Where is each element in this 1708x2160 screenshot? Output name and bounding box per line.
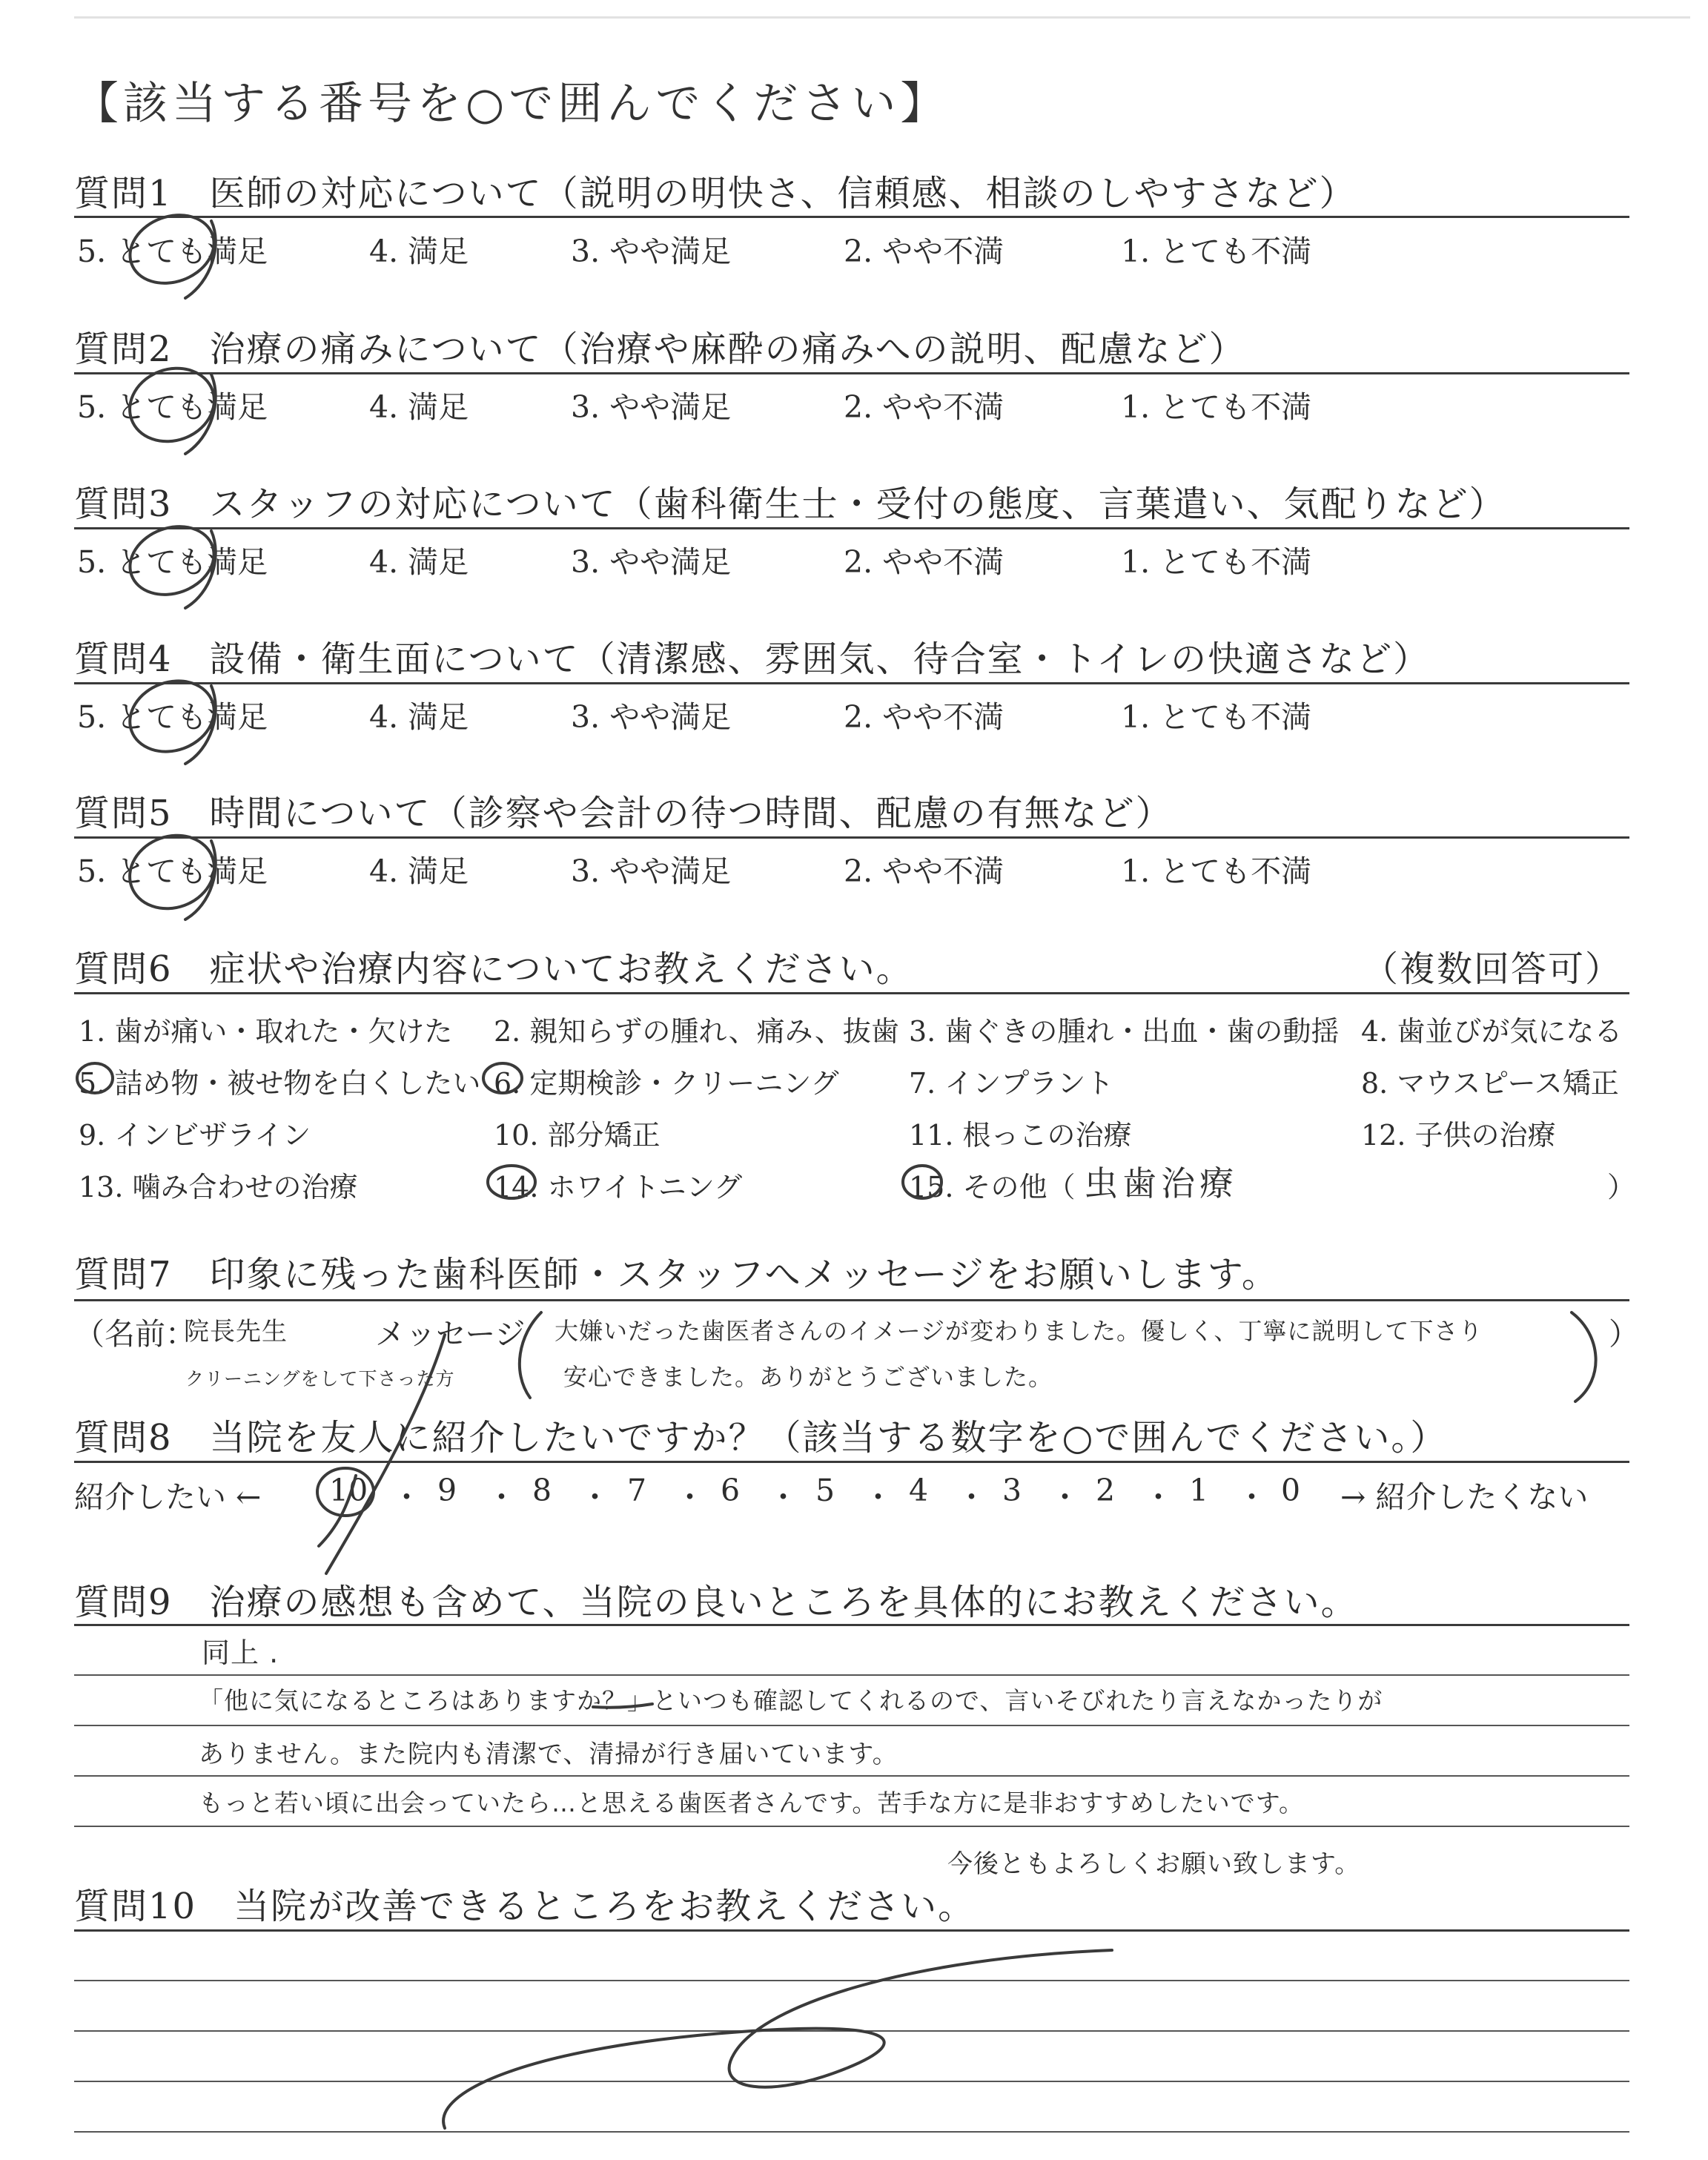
option-4[interactable]: 4. 満足 [369,853,469,889]
scale-dot: ・ [675,1479,705,1515]
symptom-option[interactable]: 10. 部分矯正 [494,1119,661,1152]
option-5[interactable]: 5. とても満足 [77,853,268,889]
option-5[interactable]: 5. とても満足 [77,234,268,269]
scale-dot: ・ [486,1479,517,1515]
other-handwritten-text[interactable]: 虫歯治療 [1084,1163,1238,1203]
option-3[interactable]: 3. やや満足 [571,544,732,580]
selection-tail [319,1476,356,1546]
scale-10[interactable]: 10 [329,1473,368,1508]
multi-answer-note: （複数回答可） [1363,948,1623,990]
option-1[interactable]: 1. とても不満 [1121,853,1312,889]
option-3[interactable]: 3. やや満足 [571,389,732,425]
scale-3[interactable]: 3 [1002,1473,1022,1508]
symptom-option[interactable]: 5. 詰め物・被せ物を白くしたい [79,1067,481,1100]
option-1[interactable]: 1. とても不満 [1121,544,1312,580]
name-handwritten-sub[interactable]: クリーニングをして下さった方 [185,1368,455,1390]
option-1[interactable]: 1. とても不満 [1121,389,1312,425]
answer-handwritten-line[interactable]: 同上 . [202,1636,279,1669]
option-3[interactable]: 3. やや満足 [571,853,732,889]
option-2[interactable]: 2. やや不満 [844,699,1004,735]
selection-circle [120,515,223,606]
question-title: 質問8 当院を友人に紹介したいですか？（該当する数字を○で囲んでください。） [74,1417,1448,1459]
answer-handwritten-line[interactable]: 「他に気になるところはありますか？」といつも確認してくれるので、言いそびれたり言えなかったりが [199,1686,1383,1715]
question-title: 質問7 印象に残った歯科医師・スタッフへメッセージをお願いします。 [74,1254,1279,1295]
scale-dot: ・ [1143,1479,1174,1515]
scale-5[interactable]: 5 [815,1473,835,1508]
question-title: 質問10 当院が改善できるところをお教えください。 [74,1886,976,1927]
message-handwritten-line-1[interactable]: 大嫌いだった歯医者さんのイメージが変わりました。優しく、丁寧に説明して下さり [555,1317,1483,1345]
message-close-bracket [1572,1312,1596,1401]
symptom-option[interactable]: 3. 歯ぐきの腫れ・出血・歯の動揺 [909,1015,1340,1048]
name-label: （名前： [74,1316,196,1352]
quote-underline [593,1704,652,1708]
option-2[interactable]: 2. やや不満 [844,234,1004,269]
name-handwritten[interactable]: 院長先生 [184,1317,288,1347]
question-title: 質問9 治療の感想も含めて、当院の良いところを具体的にお教えください。 [74,1582,1358,1623]
answer-handwritten-line[interactable]: もっと若い頃に出会っていたら…と思える歯医者さんです。苦手な方に是非おすすめしたいです。 [199,1789,1305,1817]
option-4[interactable]: 4. 満足 [369,389,469,425]
symptom-option[interactable]: 8. マウスピース矯正 [1361,1067,1619,1100]
scale-dot: ・ [1050,1479,1080,1515]
question-title: 質問6 症状や治療内容についてお教えください。 [74,948,913,990]
selection-circle [903,1166,941,1198]
scale-9[interactable]: 9 [437,1473,457,1508]
scale-dot: ・ [956,1479,987,1515]
option-5[interactable]: 5. とても満足 [77,389,268,425]
scale-right-label: → 紹介したくない [1340,1479,1589,1515]
scale-7[interactable]: 7 [627,1473,647,1508]
symptom-option[interactable]: 4. 歯並びが気になる [1361,1015,1623,1048]
option-3[interactable]: 3. やや満足 [571,699,732,735]
selection-circle [119,824,225,920]
scale-dot: ・ [768,1479,798,1515]
option-4[interactable]: 4. 満足 [369,234,469,269]
option-5[interactable]: 5. とても満足 [77,699,268,735]
selection-circle [119,357,225,453]
symptom-option[interactable]: 11. 根っこの治療 [909,1119,1132,1152]
scale-dot: ・ [863,1479,893,1515]
message-open-bracket [520,1312,541,1398]
selection-circle [77,1063,113,1093]
scale-dot: ・ [391,1479,422,1515]
question-title: 質問1 医師の対応について（説明の明快さ、信頼感、相談のしやすさなど） [74,173,1357,214]
selection-circle [120,670,224,763]
selection-circle [483,1063,522,1093]
symptom-option[interactable]: 13. 噛み合わせの治療 [79,1171,358,1203]
scale-2[interactable]: 2 [1096,1473,1116,1508]
option-1[interactable]: 1. とても不満 [1121,699,1312,735]
scale-8[interactable]: 8 [532,1473,552,1508]
question-title: 質問2 治療の痛みについて（治療や麻酔の痛みへの説明、配慮など） [74,328,1246,370]
message-label: メッセージ [375,1316,526,1352]
symptom-option[interactable]: 1. 歯が痛い・取れた・欠けた [79,1015,453,1048]
symptom-option[interactable]: 9. インビザライン [79,1119,311,1152]
symptom-option[interactable]: 12. 子供の治療 [1361,1119,1556,1152]
scale-left-label: 紹介したい ← [74,1479,262,1515]
selection-circle [120,204,223,294]
scale-1[interactable]: 1 [1189,1473,1209,1508]
scale-dot: ・ [580,1479,610,1515]
message-close-paren: ） [1609,1316,1639,1352]
option-1[interactable]: 1. とても不満 [1121,234,1312,269]
option-2[interactable]: 2. やや不満 [844,853,1004,889]
message-handwritten-line-2[interactable]: 安心できました。ありがとうございました。 [563,1363,1053,1391]
strike-through-scribble [443,1950,1112,2128]
question-title: 質問5 時間について（診察や会計の待つ時間、配慮の有無など） [74,793,1173,834]
option-4[interactable]: 4. 満足 [369,699,469,735]
option-2[interactable]: 2. やや不満 [844,544,1004,580]
symptom-option[interactable]: 15. その他（ [909,1171,1076,1203]
scale-dot: ・ [1237,1479,1267,1515]
scale-0[interactable]: 0 [1281,1473,1301,1508]
answer-handwritten-line[interactable]: ありません。また院内も清潔で、清掃が行き届いています。 [199,1740,898,1769]
answer-handwritten-line[interactable]: 今後ともよろしくお願い致します。 [947,1849,1361,1879]
symptom-option[interactable]: 6. 定期検診・クリーニング [494,1067,839,1100]
question-title: 質問4 設備・衛生面について（清潔感、雰囲気、待合室・トイレの快適さなど） [74,638,1431,680]
other-close-paren: ） [1607,1171,1636,1203]
option-4[interactable]: 4. 満足 [369,544,469,580]
scale-4[interactable]: 4 [909,1473,929,1508]
symptom-option[interactable]: 14. ホワイトニング [494,1171,743,1203]
stray-stroke [326,1335,445,1573]
selection-circle [488,1166,535,1198]
symptom-option[interactable]: 7. インプラント [909,1067,1114,1100]
option-5[interactable]: 5. とても満足 [77,544,268,580]
option-3[interactable]: 3. やや満足 [571,234,732,269]
question-title: 質問3 スタッフの対応について（歯科衛生士・受付の態度、言葉遣い、気配りなど） [74,483,1506,525]
scale-6[interactable]: 6 [721,1473,741,1508]
option-2[interactable]: 2. やや不満 [844,389,1004,425]
form-header: 【該当する番号を○で囲んでください】 [74,78,950,130]
symptom-option[interactable]: 2. 親知らずの腫れ、痛み、抜歯 [494,1015,899,1048]
